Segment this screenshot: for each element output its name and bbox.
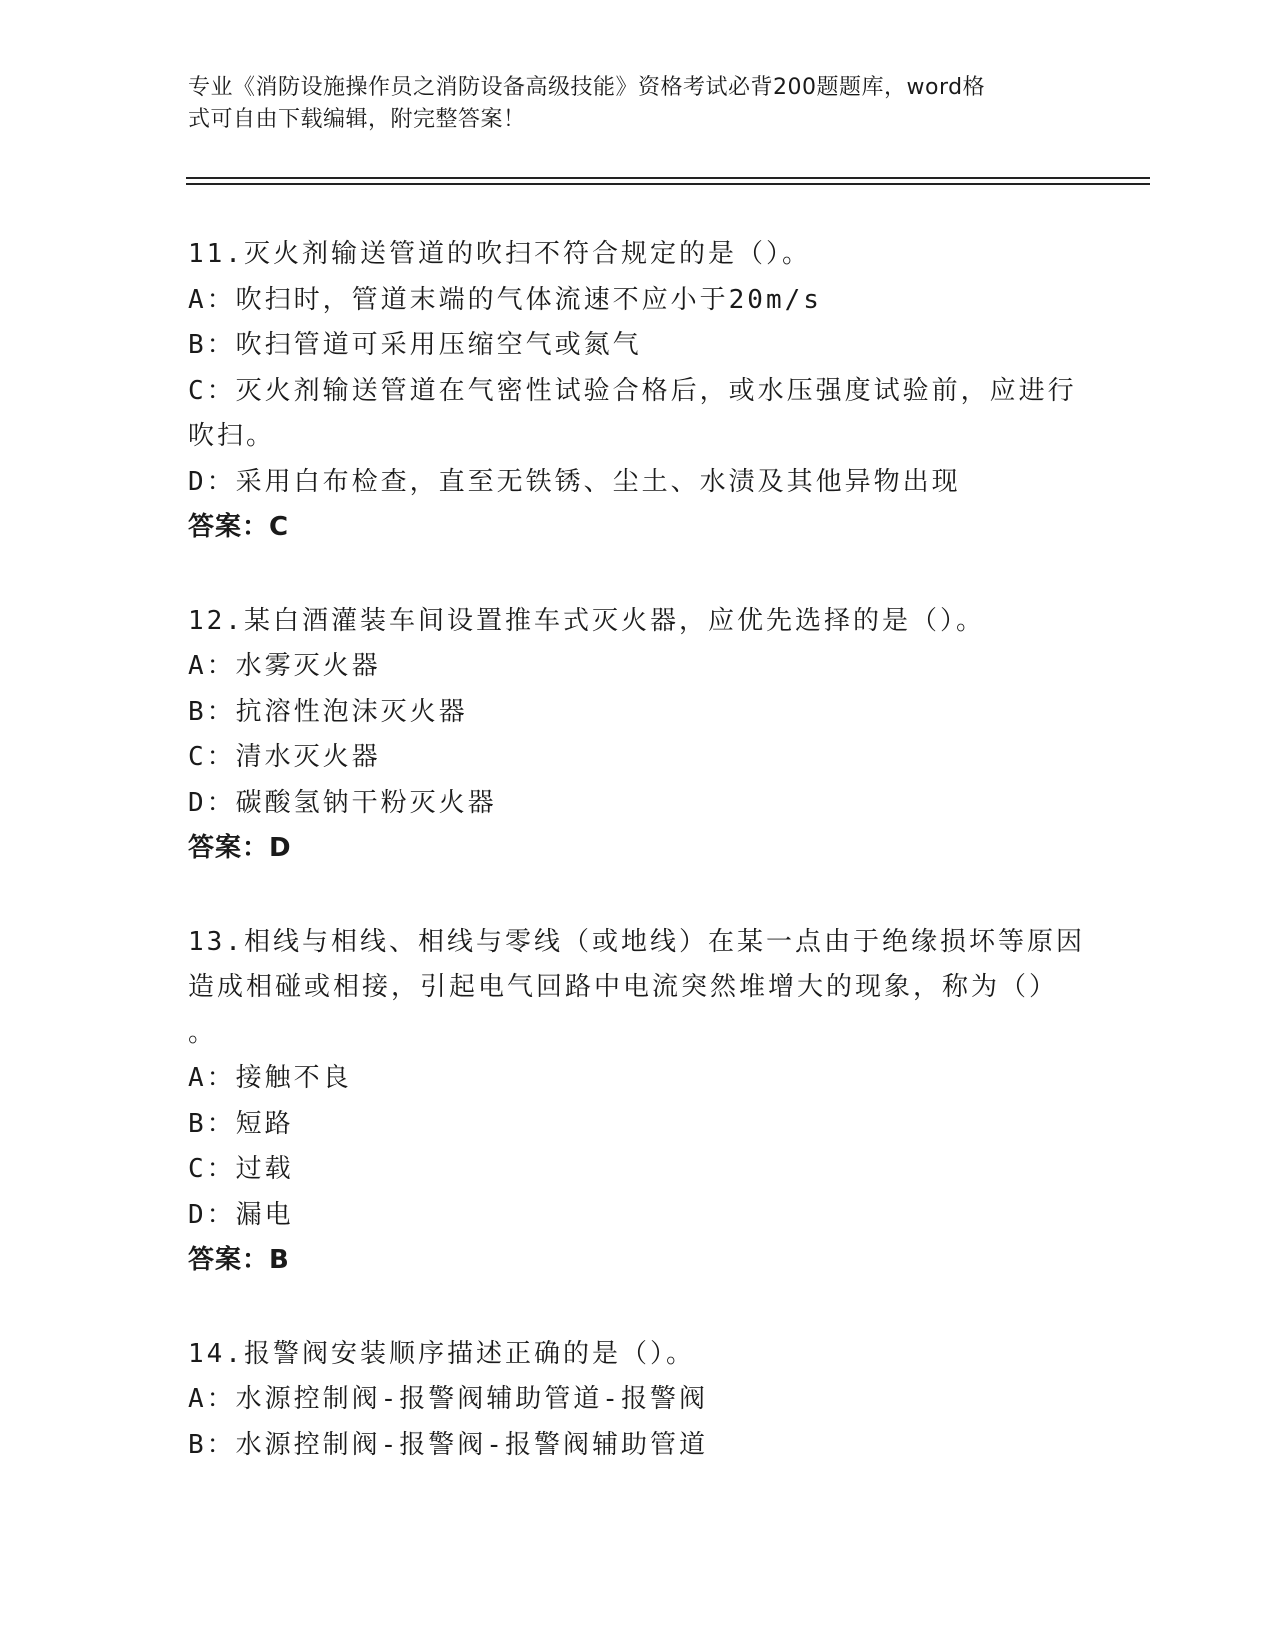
question-stem: 11.灭火剂输送管道的吹扫不符合规定的是（）。 <box>188 239 811 269</box>
option-b: B：水源控制阀-报警阀-报警阀辅助管道 <box>188 1429 708 1460</box>
question-12 <box>188 599 1088 872</box>
question-list <box>188 232 1088 1516</box>
option-b: B：吹扫管道可采用压缩空气或氮气 <box>188 330 642 360</box>
question-stem-continued: 造成相碰或相接，引起电气回路中电流突然堆增大的现象，称为（） <box>188 972 1059 1002</box>
option-a: A：吹扫时，管道末端的气体流速不应小于20m/s <box>188 284 822 315</box>
option-c: C：清水灭火器 <box>188 742 381 772</box>
option-a: A：水雾灭火器 <box>188 651 381 681</box>
option-d: D：漏电 <box>188 1199 294 1230</box>
question-stem: 14.报警阀安装顺序描述正确的是（）。 <box>188 1338 695 1369</box>
question-stem: 12.某白酒灌装车间设置推车式灭火器，应优先选择的是（）。 <box>188 605 985 636</box>
option-c: C：过载 <box>188 1154 294 1184</box>
question-13 <box>188 920 1088 1284</box>
header-rule-bottom <box>186 183 1150 185</box>
question-14 <box>188 1332 1088 1469</box>
header-rule-top <box>186 177 1150 179</box>
header-line-1: 专业《消防设施操作员之消防设备高级技能》资格考试必背200题题库，word格 <box>188 75 986 100</box>
answer-label: 答案：C <box>188 512 290 542</box>
option-b: B：短路 <box>188 1108 294 1139</box>
option-c-continued: 吹扫。 <box>188 421 276 451</box>
answer-label: 答案：B <box>188 1245 290 1275</box>
answer-label: 答案：D <box>188 833 292 863</box>
option-d: D：采用白布检查，直至无铁锈、尘土、水渍及其他异物出现 <box>188 466 961 497</box>
option-a: A：接触不良 <box>188 1063 352 1093</box>
option-d: D：碳酸氢钠干粉灭火器 <box>188 787 497 818</box>
option-b: B：抗溶性泡沫灭火器 <box>188 696 468 727</box>
document-header <box>188 72 1078 136</box>
question-stem-continued: 。 <box>188 1017 218 1048</box>
question-11 <box>188 232 1088 551</box>
option-a: A：水源控制阀-报警阀辅助管道-报警阀 <box>188 1384 708 1414</box>
option-c: C：灭火剂输送管道在气密性试验合格后，或水压强度试验前，应进行 <box>188 375 1077 406</box>
header-line-2: 式可自由下载编辑，附完整答案！ <box>188 107 526 132</box>
question-stem: 13.相线与相线、相线与零线（或地线）在某一点由于绝缘损坏等原因 <box>188 926 1085 957</box>
